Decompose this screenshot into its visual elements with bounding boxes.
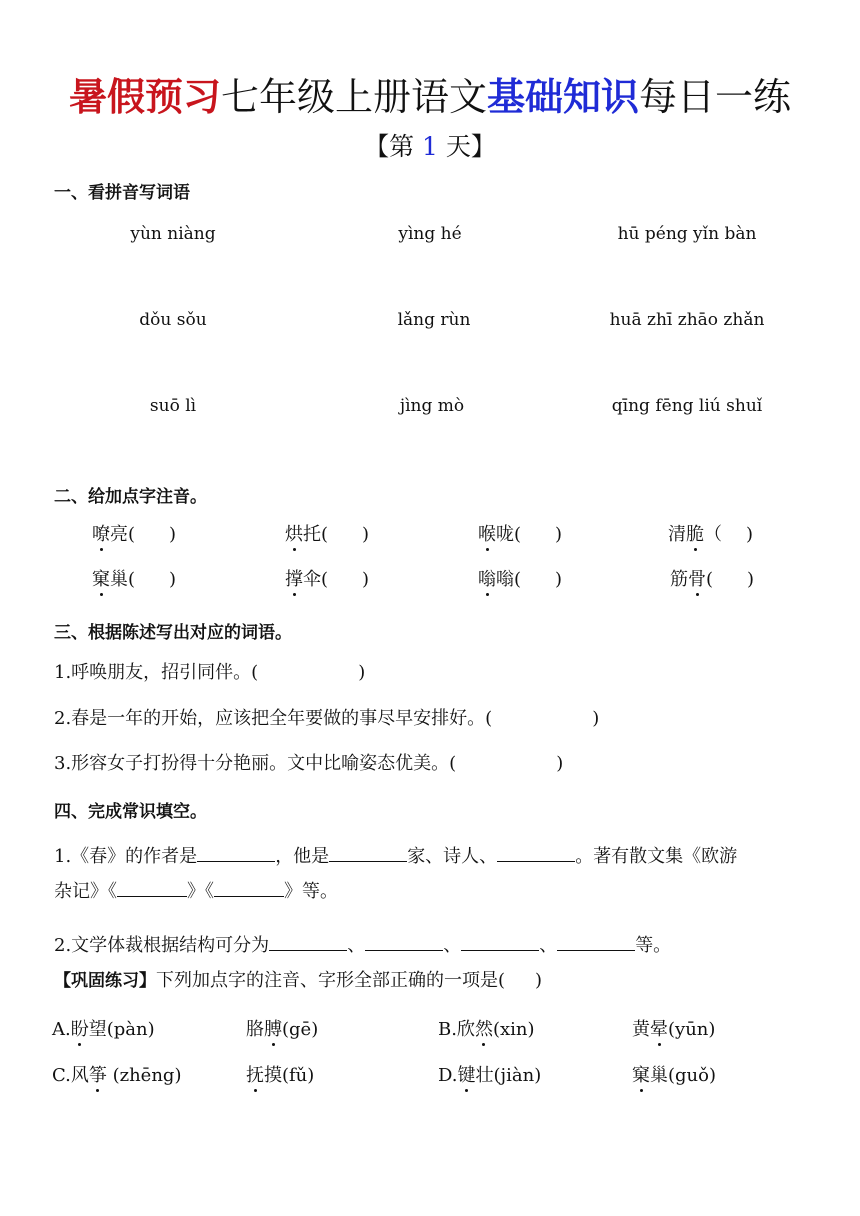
- dotted-char: 键: [458, 1061, 476, 1087]
- page-title: [0, 66, 860, 121]
- option-d[interactable]: D.键壮(jiàn): [438, 1061, 541, 1087]
- pinyin-item: huā zhī zhāo zhǎn: [609, 310, 765, 330]
- phonetic-item: 嘹亮( ): [92, 520, 176, 546]
- pinyin-item: jìng mò: [399, 396, 465, 416]
- dotted-char: 撑: [285, 565, 303, 591]
- pinyin-item: yìng hé: [398, 224, 462, 244]
- dotted-char: 嗡: [478, 565, 496, 591]
- phonetic-item: 清脆（ ): [668, 520, 753, 546]
- dotted-char: 膊: [264, 1015, 282, 1041]
- option-b[interactable]: B.欣然(xin): [438, 1015, 535, 1041]
- pinyin-item: qīng fēng liú shuǐ: [611, 396, 763, 416]
- section-2-heading: 二、给加点字注音。: [54, 487, 207, 507]
- dotted-char: 抚: [246, 1061, 264, 1087]
- day-number: 1: [422, 132, 438, 161]
- dotted-char: 窠: [92, 565, 110, 591]
- question-line: 1.《春》的作者是 ，他是 家、诗人、 。著有散文集《欧游: [54, 846, 738, 867]
- phonetic-item: 窠巢( ): [92, 565, 176, 591]
- day-label: [0, 127, 860, 163]
- phonetic-item: 筋骨( ): [670, 565, 754, 591]
- title-part-summer-preview: 暑假预习: [68, 74, 221, 119]
- question-line: 3.形容女子打扮得十分艳丽。文中比喻姿态优美。( ): [54, 753, 564, 774]
- answer-blank[interactable]: [117, 880, 187, 897]
- option-c[interactable]: C.风筝 (zhēng): [52, 1061, 181, 1087]
- dotted-char: 窠: [632, 1061, 650, 1087]
- phonetic-item: 撑伞( ): [285, 565, 369, 591]
- question-line: 1.呼唤朋友，招引同伴。( ): [54, 662, 366, 683]
- question-line: 2.春是一年的开始，应该把全年要做的事尽早安排好。( ): [54, 708, 600, 729]
- question-line: 杂记》《 》《 》等。: [54, 881, 338, 902]
- dotted-char: 脆: [686, 520, 704, 546]
- answer-blank[interactable]: [197, 845, 275, 862]
- option-a-second: 胳膊(gē): [246, 1015, 318, 1041]
- pinyin-item: yùn niàng: [130, 224, 216, 244]
- answer-blank[interactable]: [269, 934, 347, 951]
- answer-blank[interactable]: [497, 845, 575, 862]
- option-c-second: 抚摸(fǔ): [246, 1061, 314, 1087]
- pinyin-item: suō lì: [149, 396, 197, 416]
- dotted-char: 烘: [285, 520, 303, 546]
- section-4-heading: 四、完成常识填空。: [54, 802, 207, 822]
- dotted-char: 骨: [688, 565, 706, 591]
- dotted-char: 然: [475, 1015, 493, 1041]
- option-b-second: 黄晕(yūn): [632, 1015, 715, 1041]
- phonetic-item: 嗡嗡( ): [478, 565, 562, 591]
- answer-blank[interactable]: [329, 845, 407, 862]
- pinyin-item: hū péng yǐn bàn: [617, 224, 757, 244]
- phonetic-item: 喉咙( ): [478, 520, 562, 546]
- pinyin-item: lǎng rùn: [397, 310, 471, 330]
- day-right: 天】: [437, 132, 496, 161]
- dotted-char: 筝: [89, 1061, 107, 1087]
- dotted-char: 晕: [650, 1015, 668, 1041]
- option-a[interactable]: A.盼望(pàn): [52, 1015, 155, 1041]
- practice-question: 【巩固练习】下列加点字的注音、字形全部正确的一项是( ): [54, 970, 543, 991]
- title-part-grade: 七年级上册语文: [220, 75, 487, 119]
- dotted-char: 喉: [478, 520, 496, 546]
- section-3-heading: 三、根据陈述写出对应的词语。: [54, 623, 292, 643]
- question-line: 2.文学体裁根据结构可分为 、 、 、 等。: [54, 935, 672, 956]
- answer-blank[interactable]: [557, 934, 635, 951]
- title-part-daily: 每日一练: [639, 75, 792, 119]
- answer-blank[interactable]: [214, 880, 284, 897]
- pinyin-item: dǒu sǒu: [139, 310, 207, 330]
- dotted-char: 嘹: [92, 520, 110, 546]
- day-left: 【第: [364, 132, 423, 161]
- title-part-basics: 基础知识: [487, 74, 640, 119]
- answer-blank[interactable]: [365, 934, 443, 951]
- answer-blank[interactable]: [461, 934, 539, 951]
- section-1-heading: 一、看拼音写词语: [54, 183, 190, 203]
- practice-tag: 【巩固练习】: [54, 971, 156, 991]
- dotted-char: 盼: [71, 1015, 89, 1041]
- option-d-second: 窠巢(guǒ): [632, 1061, 716, 1087]
- phonetic-item: 烘托( ): [285, 520, 369, 546]
